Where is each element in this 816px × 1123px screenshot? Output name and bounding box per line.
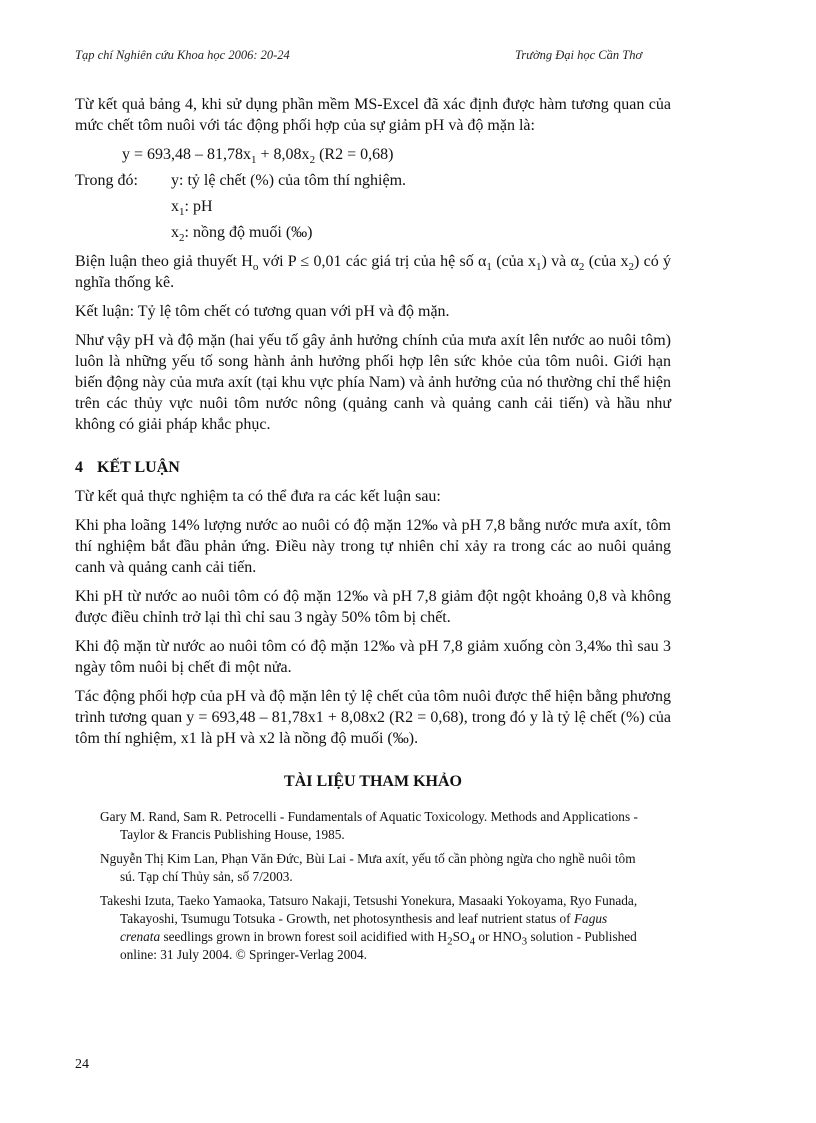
section-number: 4 (75, 459, 83, 476)
journal-title: Tạp chí Nghiên cứu Khoa học 2006: 20-24 (75, 48, 290, 62)
reference-item: Nguyễn Thị Kim Lan, Phạn Văn Đức, Bùi Lai - Mưa axít, yếu tố cần phòng ngừa cho nghề nuôi tôm sú. Tạp chí Thủy sản, số 7/2003. (100, 851, 636, 884)
definition-x1: $x_1$: pH (171, 198, 213, 219)
references-title: TÀI LIỆU THAM KHẢO (284, 773, 462, 790)
section-heading (75, 457, 671, 478)
definitions-label: Trong đó: (75, 172, 138, 189)
intro-paragraph: Từ kết quả bảng 4, khi sử dụng phần mềm MS-Excel đã xác định được hàm tương quan của mức chết tôm nuôi với tác động phối hợp của sự giảm pH và độ mặn là: (75, 96, 671, 134)
section-title: KẾT LUẬN (97, 459, 180, 476)
conclusion-line: Kết luận: Tỷ lệ tôm chết có tương quan với pH và độ mặn. (75, 303, 450, 320)
conclusion-paragraph: Tác động phối hợp của pH và độ mặn lên tỷ lệ chết của tôm nuôi được thể hiện bằng phương trình tương quan y = 693,48 – 81,78x1 + 8,08x2 (R2 = 0,68), trong đó y là tỷ lệ chết (%) của tôm thí nghiệm, x1 là pH và x2 là nồng độ muối (‰). (75, 688, 671, 747)
conclusion-paragraph: Khi độ mặn từ nước ao nuôi tôm có độ mặn 12‰ và pH 7,8 giảm xuống còn 3,4‰ thì sau 3 ngày tôm nuôi bị chết đi một nửa. (75, 638, 671, 676)
hypothesis-paragraph: Biện luận theo giả thuyết $H_o$ với P ≤ 0,01 các giá trị của hệ số $\alpha_1$ (của $x_1$) và $\alpha_2$ (của $x_2$) có ý nghĩa thống kê. (75, 253, 672, 291)
conclusion-paragraph: Từ kết quả thực nghiệm ta có thể đưa ra các kết luận sau: (75, 488, 441, 505)
discussion-paragraph: Như vậy pH và độ mặn (hai yếu tố gây ảnh hưởng chính của mưa axít lên nước ao nuôi tôm) luôn là những yếu tố song hành ảnh hưởng phối hợp lên sức khỏe của tôm nuôi. Giới hạn biến động này của mưa axít (tại khu vực phía Nam) và ảnh hưởng của nó thường chỉ thể hiện trên các thủy vực nuôi tôm nước nông (quảng canh và quảng canh cải tiến) và hầu như không có giải pháp khắc phục. (75, 332, 671, 433)
regression-equation: $y = 693,48 - 81,78x_1 + 8,08x_2$ (R2 = 0,68) (122, 146, 394, 167)
conclusion-paragraph: Khi pha loãng 14% lượng nước ao nuôi có độ mặn 12‰ và pH 7,8 bằng nước mưa axít, tôm thí nghiệm bắt đầu phản ứng. Điều này trong tự nhiên chỉ xảy ra trong các ao nuôi quảng canh và quảng canh cải tiến. (75, 517, 671, 576)
article-body (75, 94, 671, 970)
university-name: Trường Đại học Cần Thơ (515, 48, 643, 62)
reference-item: Gary M. Rand, Sam R. Petrocelli - Fundamentals of Aquatic Toxicology. Methods and Applications - Taylor & Francis Publishing House, 1985. (100, 809, 638, 842)
reference-item: Takeshi Izuta, Taeko Yamaoka, Tatsuro Nakaji, Tetsushi Yonekura, Masaaki Yokoyama, Ryo Funada, Takayoshi, Tsumugu Totsuka - Growth, net photosynthesis and leaf nutrient status of Fagus crenata seedlings grown in brown forest soil acidified with $H_2SO_4$ or $HNO_3$ solution - Published online: 31 July 2004. © Springer-Verlag 2004. (100, 893, 638, 962)
definition-x2: $x_2$: nồng độ muối (‰) (171, 224, 313, 245)
conclusion-paragraph: Khi pH từ nước ao nuôi tôm có độ mặn 12‰ và pH 7,8 giảm đột ngột khoảng 0,8 và không được điều chỉnh trở lại thì chỉ sau 3 ngày 50% tôm bị chết. (75, 588, 671, 626)
page-number: 24 (75, 1057, 89, 1072)
definition-y: Trong đó: y: tỷ lệ chết (%) của tôm thí nghiệm. (75, 172, 407, 189)
